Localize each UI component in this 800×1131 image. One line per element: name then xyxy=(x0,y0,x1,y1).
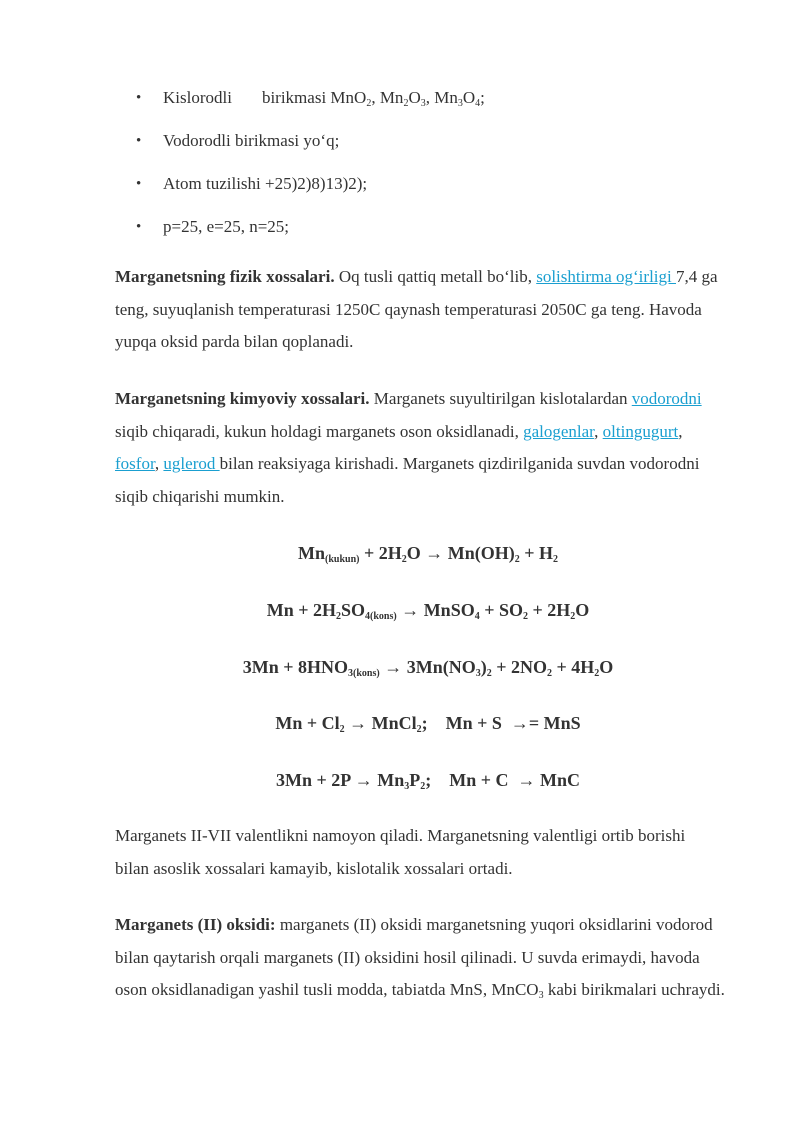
equation-3: $3Mn + 8HNO_{3(kons)} \to 3Mn(NO_3)_2 + 2NO_2 + 4H_2O$ xyxy=(242,657,614,679)
section-heading: Marganetsning fizik xossalari. xyxy=(115,267,335,286)
equation-2: $Mn + 2H_2SO_{4(kons)}$ → MnSO$_4$ + $SO_2 + 2H_2O$ xyxy=(266,600,590,622)
bullet-icon: • xyxy=(136,219,142,235)
list-item: • Vodorodli birikmasi yo‘q; xyxy=(136,131,340,150)
equation-5: $3Mn + 2P \to Mn_3P_2$; Mn + C → MnC xyxy=(275,770,580,792)
bullet-icon: • xyxy=(136,90,142,106)
section-heading: Marganets (II) oksidi: xyxy=(115,915,276,934)
valency-paragraph: Marganets II-VII valentlikni namoyon qiladi. Marganetsning valentligi ortib borishi bilan asoslik xossalari kamayib, kislotalik xossalari ortadi. xyxy=(115,826,686,878)
equation-4: $Mn + Cl_2$ → MnCl$_2$; Mn + S →= MnS xyxy=(275,713,581,735)
link-fosfor[interactable]: fosfor xyxy=(115,454,155,473)
manganese-oxide-paragraph: Marganets (II) oksidi: marganets (II) oksidi marganetsning yuqori oksidlarini vodorod bilan qaytarish orqali marganets (II) oksidini hosil qilinadi. U suvda erimaydi, havoda oson oksidlanadigan yashil tusli modda, tabiatda MnS, MnCO$_3$ kabi birikmalari uchraydi. xyxy=(115,915,725,1001)
bullet-icon: • xyxy=(136,133,142,149)
link-galogenlar[interactable]: galogenlar xyxy=(523,421,595,441)
bullet-icon: • xyxy=(136,176,142,192)
link-uglerod[interactable]: uglerod xyxy=(163,454,220,473)
link-oltingugurt[interactable]: oltingugurt xyxy=(602,421,679,441)
link-vodorodni[interactable]: vodorodni xyxy=(631,389,702,408)
section-heading: Marganetsning kimyoviy xossalari. xyxy=(115,389,370,408)
equation-1: $Mn_{(kukun)} + 2H_2O \to Mn(OH)_2 + H_2$ xyxy=(298,543,558,565)
chemical-properties-paragraph: Marganetsning kimyoviy xossalari. Marganets suyultirilgan kislotalardan vodorodni siqib chiqaradi, kukun holdagi marganets oson oksidlanadi, galogenlar, oltingugurt, fosfor, uglerod bilan reaksiyaga kirishadi. Marganets qizdirilganida suvdan vodorodni siqib chiqarishi mumkin. xyxy=(115,389,702,506)
link-solishtirma-ogirligi[interactable]: solishtirma og‘irligi xyxy=(536,267,676,286)
list-item: • Atom tuzilishi +25)2)8)13)2); xyxy=(136,174,368,193)
list-item: • p=25, e=25, n=25; xyxy=(136,217,290,236)
list-item: • Kislorodli birikmasi MnO$_2$, $Mn_2O_3$, $Mn_3O_4$; xyxy=(136,88,485,109)
physical-properties-paragraph: Marganetsning fizik xossalari. Oq tusli qattiq metall bo‘lib, solishtirma og‘irligi 7,4 ga teng, suyuqlanish temperaturasi 1250C qaynash temperaturasi 2050C ga teng. Havoda yupqa oksid parda bilan qoplanadi. xyxy=(115,267,718,351)
